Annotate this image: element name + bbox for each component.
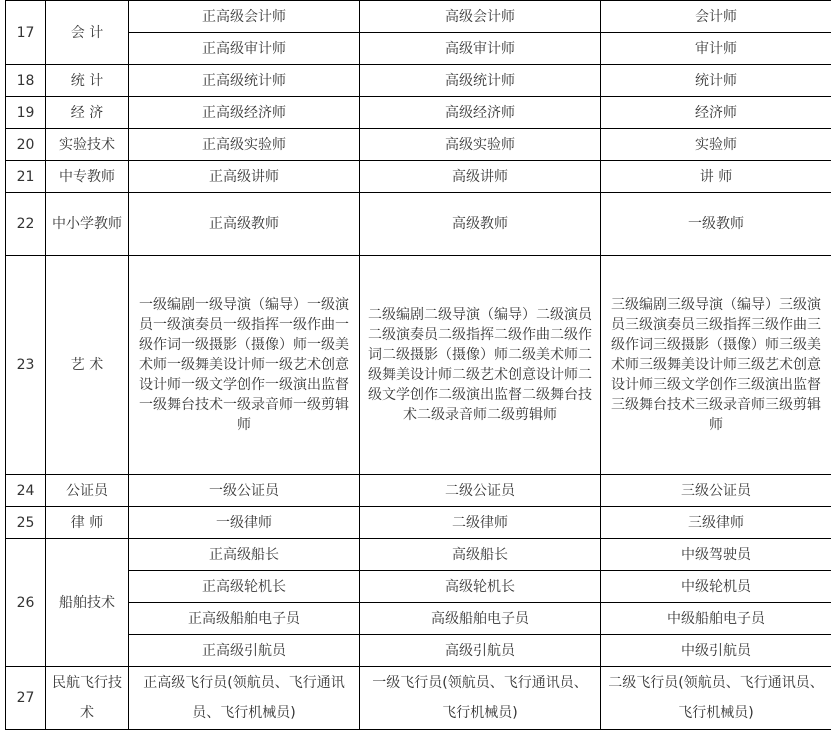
senior-title-cell: 高级讲师 [360, 161, 601, 193]
row-number: 22 [6, 193, 46, 256]
row-number: 27 [6, 667, 46, 730]
intermediate-title-cell: 经济师 [601, 97, 831, 129]
senior-high-title-cell: 正高级船舶电子员 [129, 603, 360, 635]
table-row [6, 65, 831, 97]
category-cell: 中专教师 [46, 161, 129, 193]
senior-title-cell: 高级船舶电子员 [360, 603, 601, 635]
category-cell: 民航飞行技术 [46, 667, 129, 730]
senior-title-cell: 二级公证员 [360, 475, 601, 507]
table-row [6, 129, 831, 161]
senior-title-cell: 高级轮机长 [360, 571, 601, 603]
row-number: 20 [6, 129, 46, 161]
category-cell: 艺 术 [46, 256, 129, 475]
senior-title-cell: 二级律师 [360, 507, 601, 539]
category-cell: 船舶技术 [46, 539, 129, 667]
senior-title-cell: 高级审计师 [360, 33, 601, 65]
category-cell: 公证员 [46, 475, 129, 507]
table-row [6, 161, 831, 193]
table-row [6, 507, 831, 539]
title-equivalence-table [5, 0, 831, 730]
category-cell: 统 计 [46, 65, 129, 97]
row-number: 17 [6, 1, 46, 65]
table-row [6, 1, 831, 33]
row-number: 25 [6, 507, 46, 539]
category-cell: 中小学教师 [46, 193, 129, 256]
senior-title-cell: 高级会计师 [360, 1, 601, 33]
table-row [6, 571, 831, 603]
intermediate-title-cell: 三级公证员 [601, 475, 831, 507]
intermediate-title-cell: 实验师 [601, 129, 831, 161]
senior-title-cell: 高级船长 [360, 539, 601, 571]
senior-high-title-cell: 正高级轮机长 [129, 571, 360, 603]
senior-high-title-cell: 正高级实验师 [129, 129, 360, 161]
table-row [6, 97, 831, 129]
intermediate-title-cell: 中级引航员 [601, 635, 831, 667]
senior-title-cell: 高级统计师 [360, 65, 601, 97]
senior-high-title-cell: 一级公证员 [129, 475, 360, 507]
intermediate-title-cell: 三级编剧三级导演（编导）三级演员三级演奏员三级指挥三级作曲三级作词三级摄影（摄像）师三级美术师三级舞美设计师三级艺术创意设计师三级文学创作三级演出监督三级舞台技术三级录音师三级剪辑师 [601, 256, 831, 475]
row-number: 23 [6, 256, 46, 475]
intermediate-title-cell: 一级教师 [601, 193, 831, 256]
table-row [6, 603, 831, 635]
row-number: 21 [6, 161, 46, 193]
intermediate-title-cell: 三级律师 [601, 507, 831, 539]
senior-title-cell: 高级经济师 [360, 97, 601, 129]
category-cell: 会 计 [46, 1, 129, 65]
senior-high-title-cell: 正高级经济师 [129, 97, 360, 129]
senior-title-cell: 高级实验师 [360, 129, 601, 161]
row-number: 26 [6, 539, 46, 667]
intermediate-title-cell: 二级飞行员(领航员、飞行通讯员、飞行机械员) [601, 667, 831, 730]
row-number: 19 [6, 97, 46, 129]
senior-title-cell: 二级编剧二级导演（编导）二级演员二级演奏员二级指挥二级作曲二级作词二级摄影（摄像）师二级美术师二级舞美设计师二级艺术创意设计师二级文学创作二级演出监督二级舞台技术二级录音师二级剪辑师 [360, 256, 601, 475]
table-row [6, 33, 831, 65]
senior-title-cell: 一级飞行员(领航员、飞行通讯员、飞行机械员) [360, 667, 601, 730]
row-number: 24 [6, 475, 46, 507]
table-row [6, 193, 831, 256]
intermediate-title-cell: 中级船舶电子员 [601, 603, 831, 635]
intermediate-title-cell: 会计师 [601, 1, 831, 33]
category-cell: 实验技术 [46, 129, 129, 161]
intermediate-title-cell: 中级驾驶员 [601, 539, 831, 571]
senior-high-title-cell: 正高级会计师 [129, 1, 360, 33]
intermediate-title-cell: 中级轮机员 [601, 571, 831, 603]
intermediate-title-cell: 审计师 [601, 33, 831, 65]
senior-title-cell: 高级引航员 [360, 635, 601, 667]
category-cell: 律 师 [46, 507, 129, 539]
senior-high-title-cell: 一级编剧一级导演（编导）一级演员一级演奏员一级指挥一级作曲一级作词一级摄影（摄像）师一级美术师一级舞美设计师一级艺术创意设计师一级文学创作一级演出监督一级舞台技术一级录音师一级剪辑师 [129, 256, 360, 475]
senior-high-title-cell: 一级律师 [129, 507, 360, 539]
senior-high-title-cell: 正高级船长 [129, 539, 360, 571]
intermediate-title-cell: 讲 师 [601, 161, 831, 193]
senior-high-title-cell: 正高级统计师 [129, 65, 360, 97]
senior-high-title-cell: 正高级飞行员(领航员、飞行通讯员、飞行机械员) [129, 667, 360, 730]
table-row [6, 635, 831, 667]
category-cell: 经 济 [46, 97, 129, 129]
table-row [6, 667, 831, 730]
senior-title-cell: 高级教师 [360, 193, 601, 256]
senior-high-title-cell: 正高级引航员 [129, 635, 360, 667]
table-row [6, 256, 831, 475]
senior-high-title-cell: 正高级教师 [129, 193, 360, 256]
table-row [6, 475, 831, 507]
table-row [6, 539, 831, 571]
senior-high-title-cell: 正高级审计师 [129, 33, 360, 65]
senior-high-title-cell: 正高级讲师 [129, 161, 360, 193]
row-number: 18 [6, 65, 46, 97]
intermediate-title-cell: 统计师 [601, 65, 831, 97]
